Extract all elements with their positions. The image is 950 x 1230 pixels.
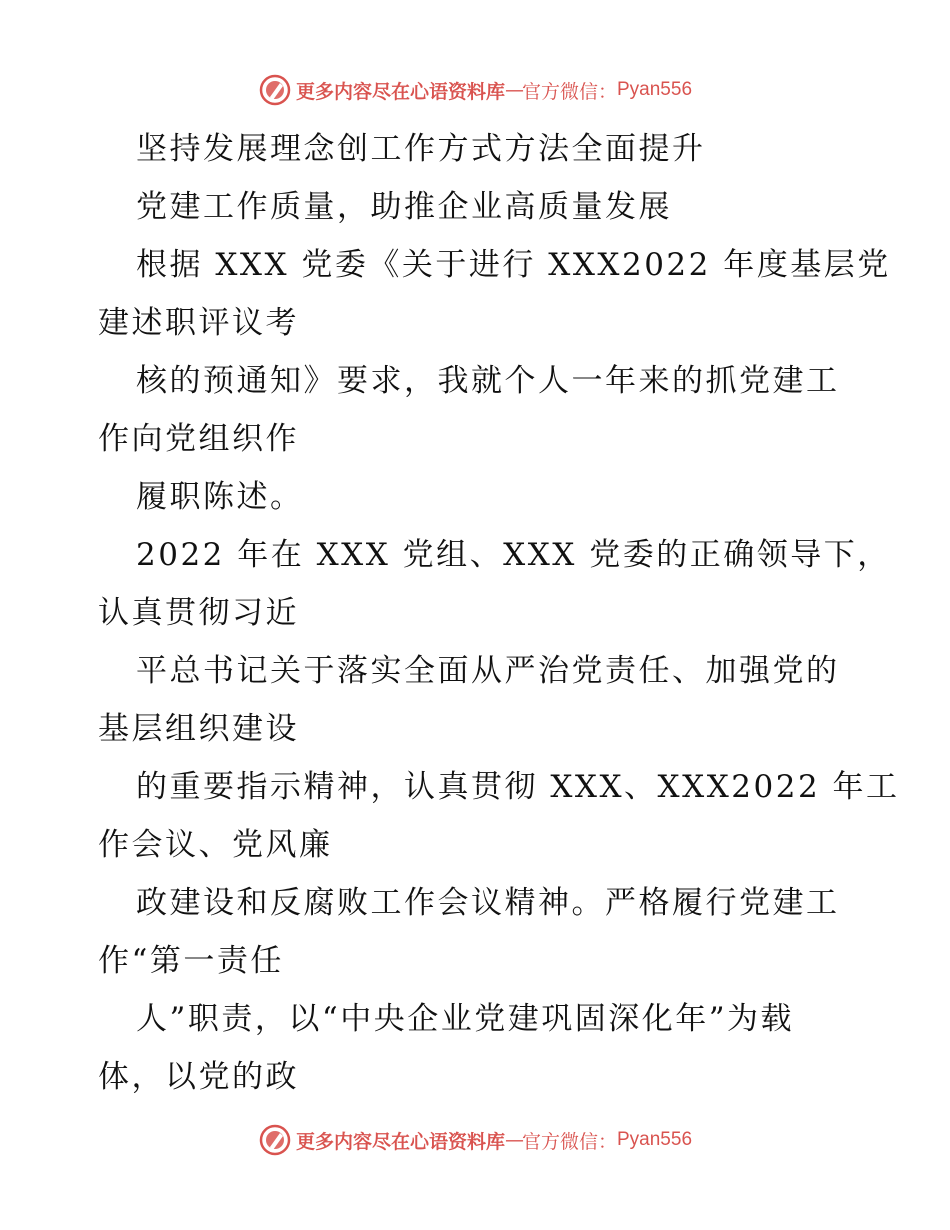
paragraph-line: 平总书记关于落实全面从严治党责任、加强党的	[136, 653, 840, 689]
paragraph-line: 建述职评议考	[98, 305, 299, 341]
paragraph-line: 根据 XXX 党委《关于进行 XXX2022 年度基层党	[136, 247, 891, 283]
footer-watermark	[0, 1122, 950, 1158]
watermark-official-label: 官方微信：	[521, 1130, 617, 1153]
paragraph-line: 人”职责，以“中央企业党建巩固深化年”为载	[136, 1001, 795, 1037]
document-body	[98, 120, 900, 1106]
paragraph-line: 核的预通知》要求，我就个人一年来的抓党建工	[136, 363, 840, 399]
watermark-wechat-id: Pyan556	[617, 79, 693, 100]
paragraph-line: 的重要指示精神，认真贯彻 XXX、XXX2022 年工	[136, 769, 900, 805]
watermark-wechat-id: Pyan556	[617, 1129, 693, 1150]
watermark-main-text: 更多内容尽在心语资料库	[295, 1130, 505, 1153]
paragraph-line: 作“第一责任	[98, 943, 284, 979]
paragraph-line: 2022 年在 XXX 党组、XXX 党委的正确领导下，	[136, 537, 891, 573]
paragraph-line: 作会议、党风廉	[98, 827, 333, 863]
paragraph-line: 基层组织建设	[98, 711, 299, 747]
paragraph-line: 作向党组织作	[98, 421, 299, 457]
watermark-dash: —	[504, 1129, 522, 1151]
watermark-main-text: 更多内容尽在心语资料库	[295, 80, 505, 103]
paragraph-line: 体，以党的政	[98, 1059, 299, 1095]
paragraph-line: 认真贯彻习近	[98, 595, 299, 631]
header-watermark	[0, 72, 950, 108]
paragraph-line: 政建设和反腐败工作会议精神。严格履行党建工	[136, 885, 840, 921]
pen-nib-seal-icon	[258, 73, 292, 107]
paragraph-line: 履职陈述。	[136, 479, 304, 515]
title-line-2: 党建工作质量，助推企业高质量发展	[136, 189, 672, 225]
watermark-dash: —	[504, 79, 522, 101]
watermark-official-label: 官方微信：	[521, 80, 617, 103]
title-line-1: 坚持发展理念创工作方式方法全面提升	[136, 131, 706, 167]
pen-nib-seal-icon	[258, 1123, 292, 1157]
